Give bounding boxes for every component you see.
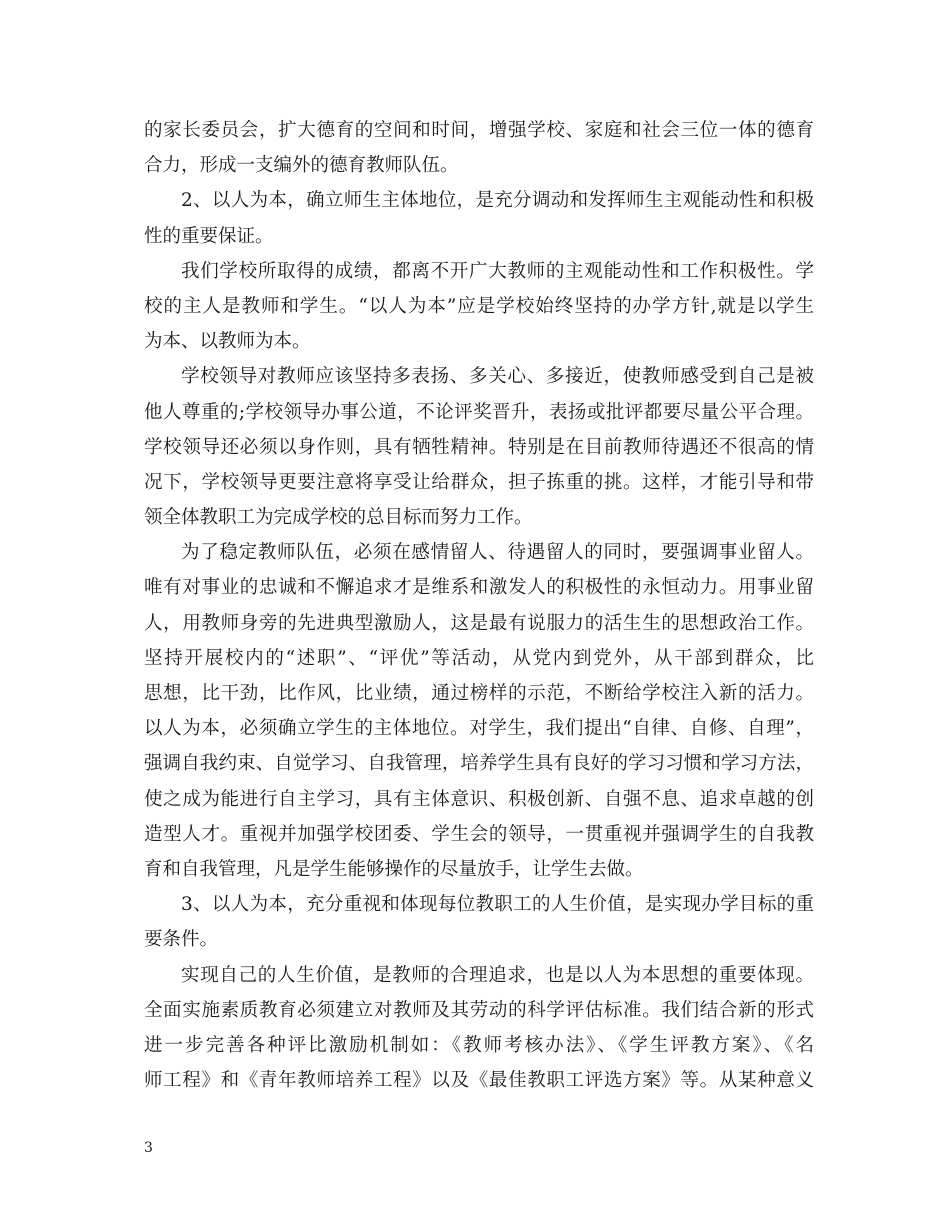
text-line: 师工程》和《青年教师培养工程》以及《最佳教职工评选方案》等。从某种意义 [144, 1070, 814, 1092]
text-line: 思想，比干劲，比作风，比业绩，通过榜样的示范，不断给学校注入新的活力。 [144, 683, 814, 704]
text-line: 育和自我管理，凡是学生能够操作的尽量放手，让学生去做。 [144, 858, 644, 880]
text-line: 校的主人是教师和学生。“以人为本”应是学校始终坚持的办学方针,就是以学生 [144, 295, 814, 317]
section-heading-line: 性的重要保证。 [144, 225, 274, 247]
text-line: 全面实施素质教育必须建立对教师及其劳动的科学评估标准。我们结合新的形式 [144, 999, 814, 1021]
text-line: 坚持开展校内的“述职”、“评优”等活动，从党内到党外，从干部到群众，比 [144, 647, 814, 669]
document-body [144, 113, 814, 1098]
text-line: 为了稳定教师队伍，必须在感情留人、待遇留人的同时，要强调事业留人。 [181, 542, 814, 564]
section-heading-line: 要条件。 [144, 929, 219, 951]
text-line: 他人尊重的;学校领导办事公道，不论评奖晋升，表扬或批评都要尽量公平合理。 [144, 401, 814, 423]
text-line: 合力，形成一支编外的德育教师队伍。 [144, 155, 459, 177]
text-line: 学校领导对教师应该坚持多表扬、多关心、多接近，使教师感受到自己是被 [181, 366, 814, 388]
text-line: 使之成为能进行自主学习，具有主体意识、积极创新、自强不息、追求卓越的创 [144, 788, 814, 810]
text-line: 以人为本，必须确立学生的主体地位。对学生，我们提出“自律、自修、自理”， [144, 718, 814, 740]
text-line: 为本、以教师为本。 [144, 331, 311, 353]
text-line: 领全体教职工为完成学校的总目标而努力工作。 [144, 507, 533, 529]
text-line: 造型人才。重视并加强学校团委、学生会的领导，一贯重视并强调学生的自我教 [144, 823, 814, 845]
text-line: 进一步完善各种评比激励机制如：《教师考核办法》、《学生评教方案》、《名 [144, 1034, 814, 1056]
section-heading-line: 2、以人为本，确立师生主体地位，是充分调动和发挥师生主观能动性和积极 [181, 190, 814, 212]
text-line: 我们学校所取得的成绩，都离不开广大教师的主观能动性和工作积极性。学 [181, 260, 814, 282]
page-number: 3 [144, 1140, 153, 1156]
text-line: 况下，学校领导更要注意将享受让给群众，担子拣重的挑。这样，才能引导和带 [144, 471, 814, 493]
text-line: 人，用教师身旁的先进典型激励人，这是最有说服力的活生生的思想政治工作。 [144, 612, 814, 634]
text-line: 学校领导还必须以身作则，具有牺牲精神。特别是在目前教师待遇还不很高的情 [144, 436, 814, 458]
text-line: 实现自己的人生价值，是教师的合理追求，也是以人为本思想的重要体现。 [181, 964, 814, 986]
section-heading-line: 3、以人为本，充分重视和体现每位教职工的人生价值，是实现办学目标的重 [181, 894, 814, 916]
text-line: 强调自我约束、自觉学习、自我管理，培养学生具有良好的学习习惯和学习方法， [144, 753, 814, 775]
text-line: 的家长委员会，扩大德育的空间和时间，增强学校、家庭和社会三位一体的德育 [144, 120, 814, 141]
text-line: 唯有对事业的忠诚和不懈追求才是维系和激发人的积极性的永恒动力。用事业留 [144, 577, 814, 599]
